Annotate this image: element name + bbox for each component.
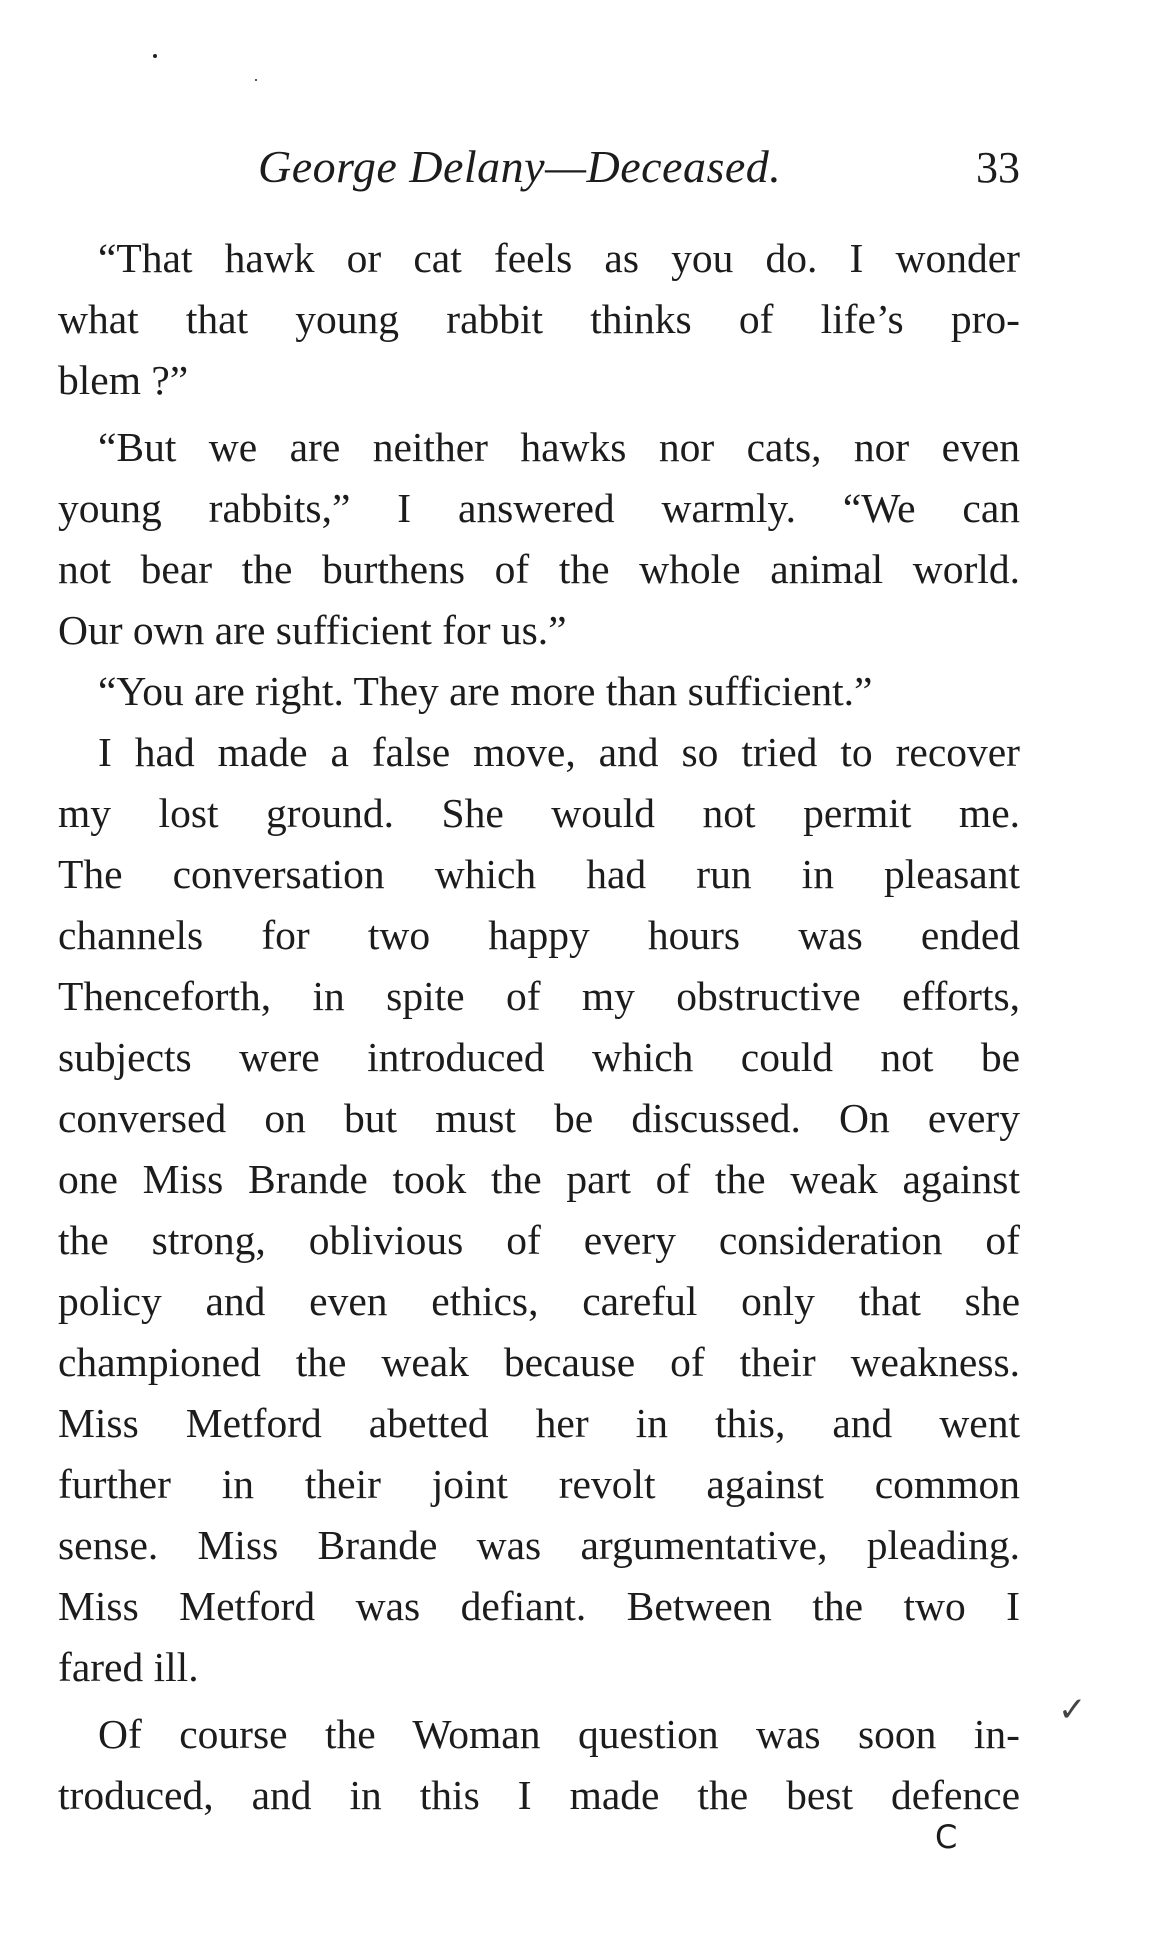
- text-line: “You are right. They are more than sufficient.”: [98, 668, 873, 714]
- text-line: policy and even ethics, careful only that she: [58, 1278, 1020, 1324]
- text-line: not bear the burthens of the whole animal world.: [58, 546, 1020, 592]
- body-text: [58, 228, 1020, 1826]
- text-line: one Miss Brande took the part of the weak against: [58, 1156, 1020, 1202]
- text-line: “That hawk or cat feels as you do. I wonder: [98, 235, 1020, 281]
- text-line: blem ?”: [58, 357, 189, 403]
- text-line: The conversation which had run in pleasant: [58, 851, 1020, 897]
- text-line: fared ill.: [58, 1644, 199, 1690]
- ink-speck: [255, 79, 257, 81]
- text-line: subjects were introduced which could not be: [58, 1034, 1020, 1080]
- text-line: Our own are sufficient for us.”: [58, 607, 567, 653]
- text-line: championed the weak because of their weakness.: [58, 1339, 1020, 1385]
- pencil-tick-mark: ✓: [1058, 1690, 1087, 1730]
- signature-mark: C: [935, 1818, 958, 1856]
- running-title: George Delany—Deceased.: [258, 141, 782, 192]
- text-line: my lost ground. She would not permit me.: [58, 790, 1020, 836]
- text-line: further in their joint revolt against common: [58, 1461, 1020, 1507]
- text-line: Thenceforth, in spite of my obstructive efforts,: [58, 973, 1020, 1019]
- text-line: the strong, oblivious of every consideration of: [58, 1217, 1020, 1263]
- text-line: young rabbits,” I answered warmly. “We can: [58, 485, 1020, 531]
- text-line: channels for two happy hours was ended: [58, 912, 1020, 958]
- page-number: 33: [976, 143, 1020, 192]
- text-line: conversed on but must be discussed. On every: [58, 1095, 1020, 1141]
- text-line: troduced, and in this I made the best defence: [58, 1772, 1020, 1818]
- text-line: Of course the Woman question was soon in-: [98, 1711, 1020, 1757]
- page-header: [58, 140, 1020, 200]
- text-line: Miss Metford was defiant. Between the two I: [58, 1583, 1020, 1629]
- ink-speck: [153, 54, 157, 58]
- text-line: sense. Miss Brande was argumentative, pleading.: [58, 1522, 1020, 1568]
- text-line: what that young rabbit thinks of life’s pro-: [58, 296, 1020, 342]
- text-line: “But we are neither hawks nor cats, nor even: [98, 424, 1020, 470]
- text-line: Miss Metford abetted her in this, and went: [58, 1400, 1020, 1446]
- text-line: I had made a false move, and so tried to recover: [98, 729, 1020, 775]
